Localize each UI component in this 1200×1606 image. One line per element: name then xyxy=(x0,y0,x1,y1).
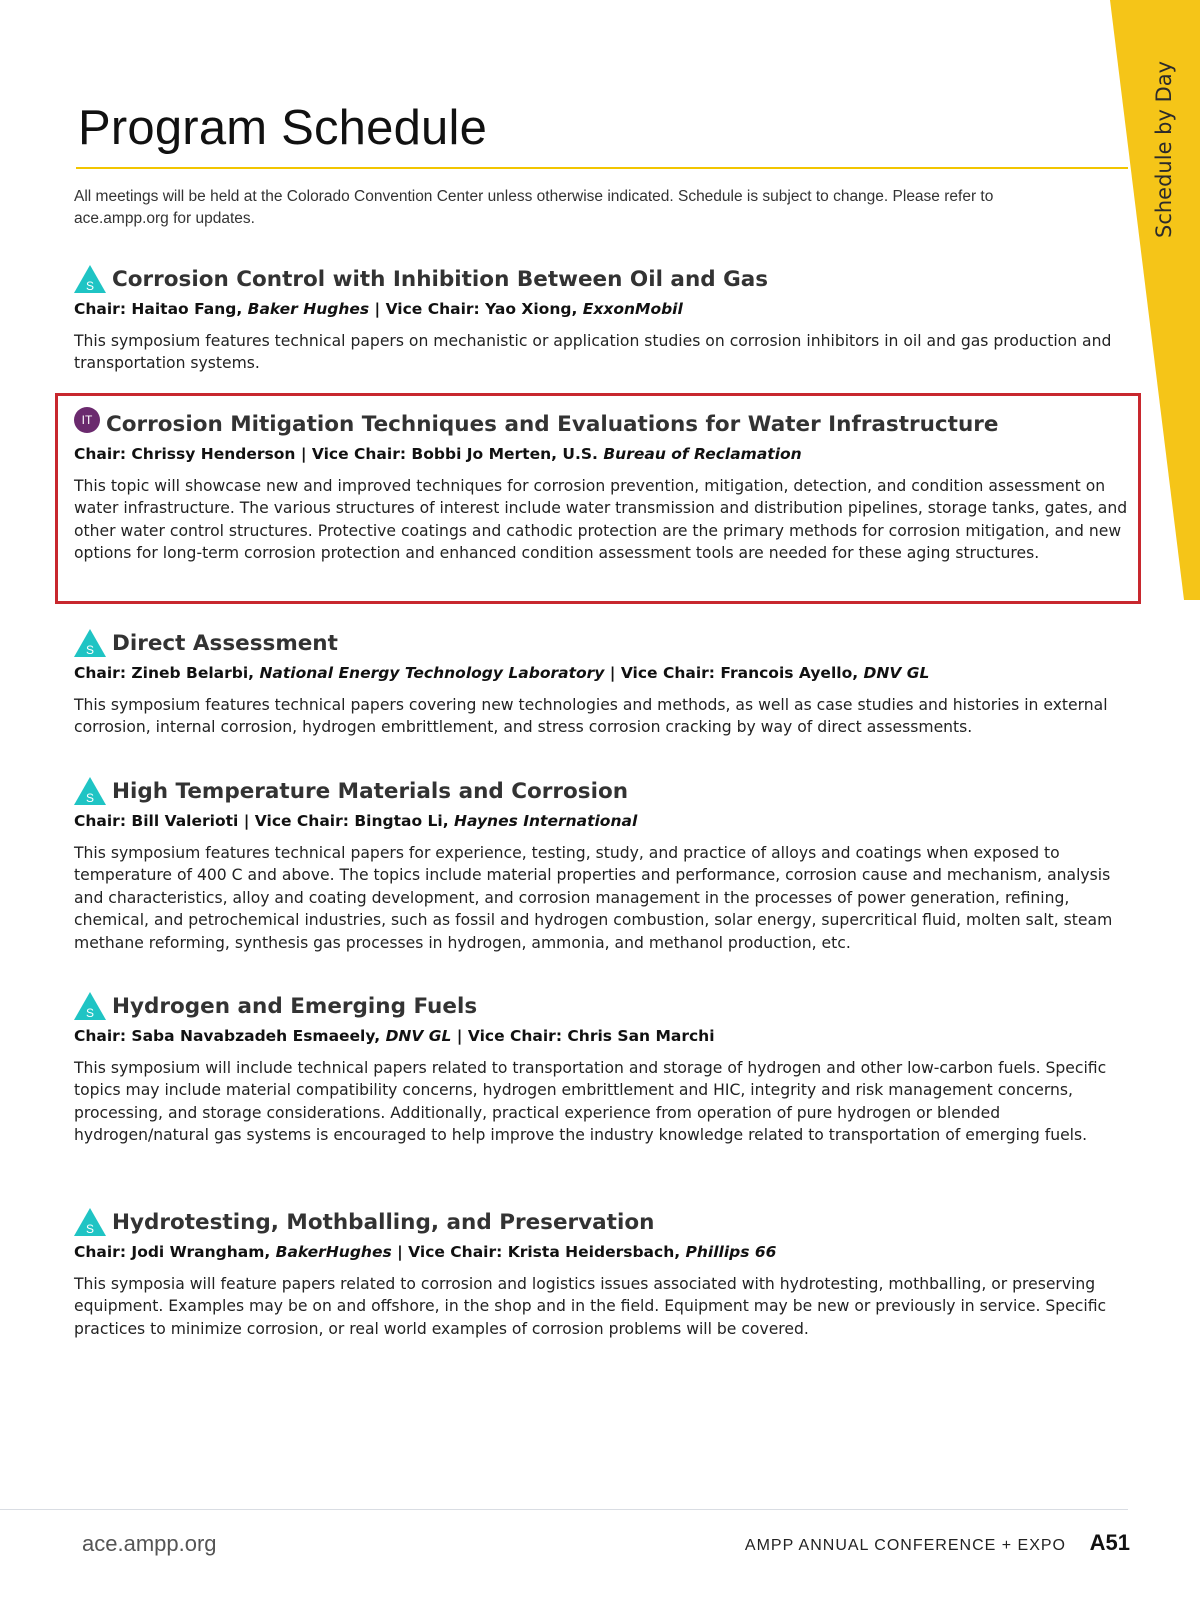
circle-icon: IT xyxy=(74,407,100,433)
session-description: This symposium features technical papers covering new technologies and methods, as well as case studies and histories in external corrosion, internal corrosion, hydrogen embrittlement, and stress corrosion cracking by way of direct assessments. xyxy=(74,696,1108,737)
session-title: Corrosion Control with Inhibition Between Oil and Gas xyxy=(112,267,769,292)
chair-line xyxy=(74,1241,1130,1263)
session-high-temperature xyxy=(74,772,1130,954)
badge-label: S xyxy=(85,1006,94,1020)
side-tab-label: Schedule by Day xyxy=(1152,60,1176,238)
session-title: High Temperature Materials and Corrosion xyxy=(112,779,629,804)
badge-label: S xyxy=(85,791,94,805)
chair-line xyxy=(74,443,1130,465)
vice-chair-label: | Vice Chair: Francois Ayello, xyxy=(604,664,864,682)
footer-divider xyxy=(0,1509,1128,1510)
chair-org: DNV GL xyxy=(385,1027,452,1045)
title-divider xyxy=(76,167,1128,169)
session-header xyxy=(74,405,1130,439)
session-hydrotesting xyxy=(74,1203,1130,1340)
vice-chair-org: ExxonMobil xyxy=(582,300,683,318)
symposium-badge xyxy=(74,264,108,294)
session-header xyxy=(74,260,1130,294)
chair-label: Chair: Saba Navabzadeh Esmaeely, xyxy=(74,1027,386,1045)
session-header xyxy=(74,1203,1130,1237)
chair-line xyxy=(74,298,1130,320)
chair-org: Baker Hughes xyxy=(247,300,370,318)
session-title: Hydrotesting, Mothballing, and Preservation xyxy=(112,1210,655,1235)
chair-line xyxy=(74,1025,1130,1047)
vice-chair-label: | Vice Chair: Yao Xiong, xyxy=(369,300,583,318)
session-header xyxy=(74,772,1130,806)
chair-line xyxy=(74,810,1130,832)
session-header xyxy=(74,987,1130,1021)
chair-org: Haynes International xyxy=(454,812,638,830)
badge-label: S xyxy=(85,279,94,293)
symposium-badge xyxy=(74,1207,108,1237)
session-title: Hydrogen and Emerging Fuels xyxy=(112,994,478,1019)
chair-label: Chair: Haitao Fang, xyxy=(74,300,248,318)
session-description: This topic will showcase new and improved techniques for corrosion prevention, mitigation, detection, and condition assessment on water infrastructure. The various structures of interest include water transmission and distribution pipelines, storage tanks, gates, and other water control structures. Protective coatings and cathodic protection are the primary methods for corrosion mitigation, and new options for long-term corrosion protection and enhanced condition assessment tools are needed for these aging structures. xyxy=(74,477,1128,563)
chair-label: Chair: Chrissy Henderson | Vice Chair: Bobbi Jo Merten, U.S. xyxy=(74,445,604,463)
session-direct-assessment xyxy=(74,624,1130,739)
session-corrosion-control xyxy=(74,260,1130,375)
session-title: Direct Assessment xyxy=(112,631,338,656)
session-title: Corrosion Mitigation Techniques and Evaluations for Water Infrastructure xyxy=(106,412,999,437)
session-water-infrastructure xyxy=(74,405,1130,565)
intro-text: All meetings will be held at the Colorado Convention Center unless otherwise indicated. Schedule is subject to change. Please refer to ace.ampp.org for updates. xyxy=(74,188,994,227)
vice-chair-org: Phillips 66 xyxy=(685,1243,777,1261)
vice-chair-label: | Vice Chair: Chris San Marchi xyxy=(451,1027,715,1045)
chair-label: Chair: Bill Valerioti | Vice Chair: Bingtao Li, xyxy=(74,812,454,830)
footer-conference-name: AMPP ANNUAL CONFERENCE + EXPO xyxy=(744,1537,1066,1554)
footer-url[interactable]: ace.ampp.org xyxy=(82,1531,217,1556)
chair-org: Bureau of Reclamation xyxy=(603,445,802,463)
chair-org: National Energy Technology Laboratory xyxy=(259,664,605,682)
session-description: This symposium features technical papers for experience, testing, study, and practice of alloys and coatings when exposed to temperature of 400 C and above. The topics include material properties and performance, corrosion cause and mechanism, analysis and characteristics, alloy and coating development, and corrosion management in the processes of power generation, refining, chemical, and petrochemical industries, such as fossil and hydrogen combustion, solar energy, supercritical fluid, molten salt, steam methane reforming, synthesis gas processes in hydrogen, ammonia, and methanol production, etc. xyxy=(74,844,1113,952)
page-number: A51 xyxy=(1089,1530,1130,1555)
session-header xyxy=(74,624,1130,658)
session-description: This symposium features technical papers on mechanistic or application studies on corrosion inhibitors in oil and gas production and transportation systems. xyxy=(74,332,1112,373)
chair-label: Chair: Zineb Belarbi, xyxy=(74,664,260,682)
page-title: Program Schedule xyxy=(78,101,488,155)
symposium-badge xyxy=(74,776,108,806)
symposium-badge xyxy=(74,991,108,1021)
badge-label: S xyxy=(85,643,94,657)
vice-chair-label: | Vice Chair: Krista Heidersbach, xyxy=(391,1243,686,1261)
chair-line xyxy=(74,662,1130,684)
chair-org: BakerHughes xyxy=(275,1243,392,1261)
session-description: This symposia will feature papers related to corrosion and logistics issues associated with hydrotesting, mothballing, or preserving equipment. Examples may be on and offshore, in the shop and in the field. Equipment may be new or previously in service. Specific practices to minimize corrosion, or real world examples of corrosion problems will be covered. xyxy=(74,1275,1107,1338)
session-hydrogen xyxy=(74,987,1130,1147)
vice-chair-org: DNV GL xyxy=(863,664,930,682)
chair-label: Chair: Jodi Wrangham, xyxy=(74,1243,276,1261)
symposium-badge xyxy=(74,628,108,658)
badge-label: S xyxy=(85,1222,94,1236)
session-description: This symposium will include technical papers related to transportation and storage of hydrogen and other low-carbon fuels. Specific topics may include material compatibility concerns, hydrogen embrittlement and HIC, integrity and risk management concerns, processing, and storage considerations. Additionally, practical experience from operation of pure hydrogen or blended hydrogen/natural gas systems is encouraged to help improve the industry knowledge related to transportation of emerging fuels. xyxy=(74,1059,1107,1145)
